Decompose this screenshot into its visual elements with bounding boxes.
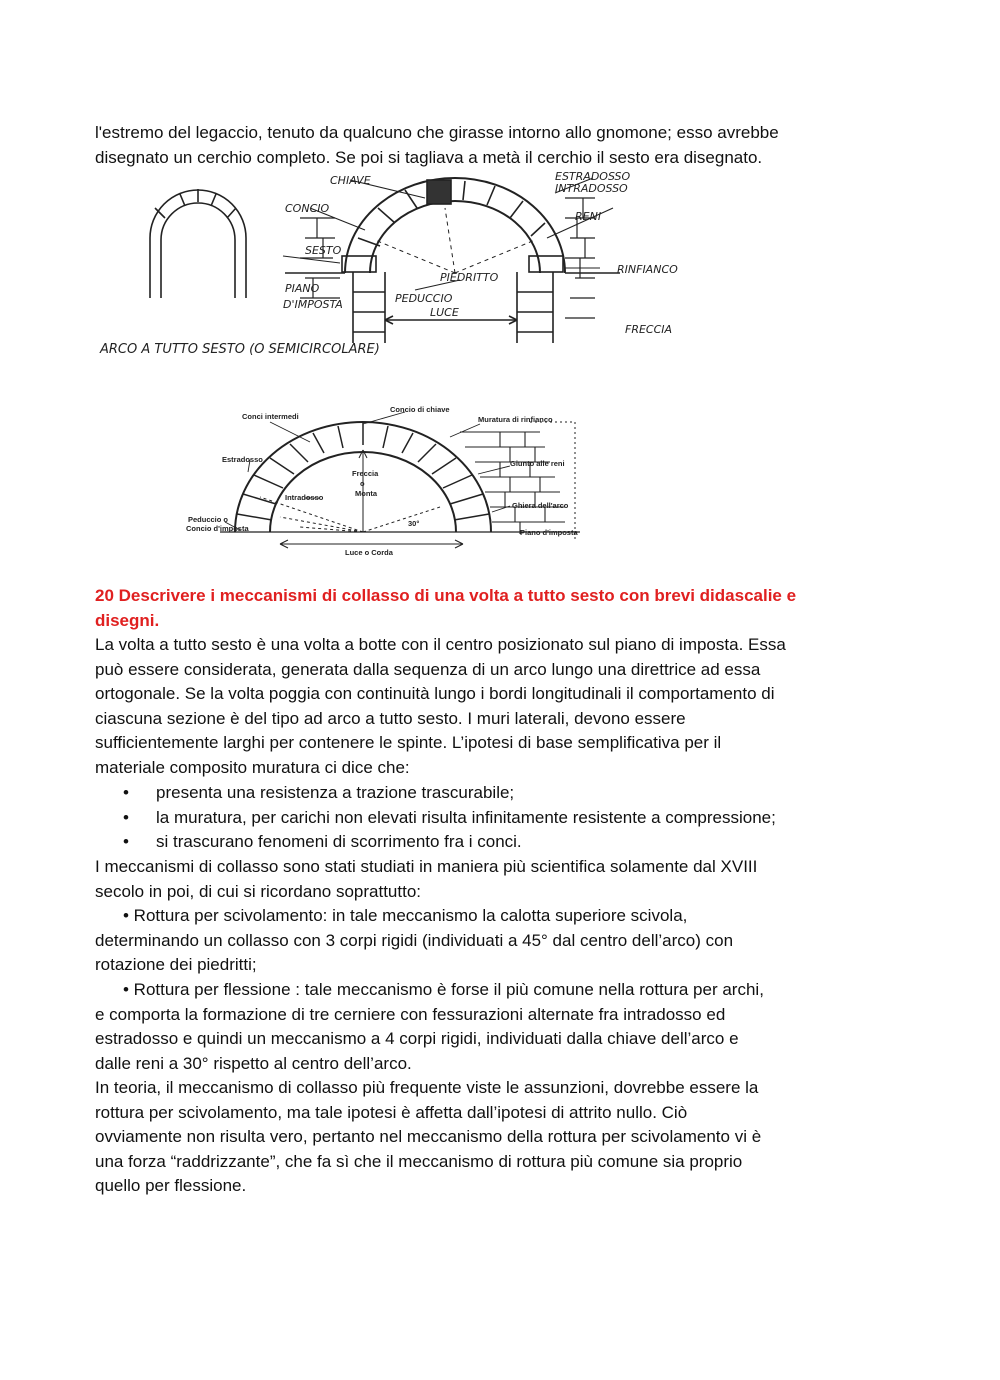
label-reni: RENI (575, 210, 602, 223)
label-luce: LUCE (430, 306, 459, 319)
text-line: e comporta la formazione di tre cerniere con fessurazioni alternate fra intradosso ed (95, 1004, 726, 1024)
text-line: • Rottura per scivolamento: in tale meccanismo la calotta superiore scivola, (123, 906, 688, 925)
label-piano: PIANO (285, 282, 320, 295)
label-estradosso: ESTRADOSSO (555, 170, 631, 183)
text-line: ortogonale. Se la volta poggia con continuità lungo i bordi longitudinali il comportamento di (95, 684, 775, 704)
section-heading (95, 584, 855, 633)
sketch-caption: ARCO A TUTTO SESTO (O SEMICIRCOLARE) (100, 342, 380, 357)
bullet-text: si trascurano fenomeni di scorrimento fra i conci. (156, 832, 522, 852)
text-line: sufficientemente larghi per contenere le spinte. L’ipotesi di base semplificativa per il (95, 733, 722, 753)
label-ghiera: Ghiera dell'arco (512, 501, 569, 510)
label-rinfianco: RINFIANCO (617, 263, 678, 276)
bullet-symbol: • (123, 807, 129, 827)
intro-paragraph (95, 121, 855, 170)
body-paragraph-2 (95, 855, 855, 904)
arch-technical-diagram (180, 402, 600, 562)
label-angle: 30° (408, 519, 420, 528)
bullet-symbol: • (123, 832, 129, 852)
text-line: determinando un collasso con 3 corpi rigidi (individuati a 45° dal centro dell’arco) con (95, 930, 734, 950)
label-freccia: Freccia (352, 469, 379, 478)
label-monta: Monta (355, 489, 378, 498)
label-freccia: FRECCIA (625, 323, 673, 336)
text-line: ciascuna sezione è del tipo ad arco a tutto sesto. I muri laterali, devono essere (95, 708, 686, 728)
label-muratura-rinfianco: Muratura di rinfianco (478, 415, 553, 424)
label-conci-intermedi: Conci intermedi (242, 412, 299, 421)
label-giunto: Giunto alle reni (510, 459, 565, 468)
bullet-symbol: • (123, 783, 129, 802)
text-line: rotazione dei piedritti; (95, 955, 257, 975)
text-line: una forza “raddrizzante”, che fa sì che il meccanismo di rottura più comune sia proprio (95, 1151, 743, 1171)
label-peduccio: Peduccio o (188, 515, 229, 524)
text-line: può essere considerata, generata dalla sequenza di un arco lungo una direttrice ad essa (95, 659, 761, 679)
label-concio-chiave: Concio di chiave (390, 405, 450, 414)
label-peduccio: PEDUCCIO (395, 292, 453, 305)
heading-line: 20 Descrivere i meccanismi di collasso di una volta a tutto sesto con brevi didascalie e (95, 586, 797, 605)
label-sesto: SESTO (305, 244, 342, 257)
bullet-text: presenta una resistenza a trazione trascurabile; (156, 783, 515, 802)
text-line: rottura per scivolamento, ma tale ipotesi è affetta dall’ipotesi di attrito nullo. Ciò (95, 1102, 688, 1122)
text-line: l'estremo del legaccio, tenuto da qualcuno che girasse intorno allo gnomone; esso avrebbe (95, 123, 779, 142)
label-chiave: CHIAVE (330, 174, 371, 187)
label-piedritto: PIEDRITTO (440, 271, 499, 284)
text-line: estradosso e quindi un meccanismo a 4 corpi rigidi, individuati dalla chiave dell’arco e (95, 1029, 739, 1049)
text-line: disegnato un cerchio completo. Se poi si tagliava a metà il cerchio il sesto era disegnato. (95, 147, 763, 167)
label-concio-imposta: Concio d'imposta (186, 524, 249, 533)
text-line: secolo in poi, di cui si ricordano soprattutto: (95, 881, 422, 901)
text-line: La volta a tutto sesto è una volta a botte con il centro posizionato sul piano di imposta. Essa (95, 635, 786, 654)
arch-sketch-figure (95, 168, 695, 368)
label-imposta: D'IMPOSTA (283, 298, 343, 311)
mechanism-item-1 (95, 904, 855, 978)
text-line: In teoria, il meccanismo di collasso più frequente viste le assunzioni, dovrebbe essere la (95, 1078, 759, 1097)
body-paragraph-3 (95, 1076, 855, 1199)
label-piano-imposta: Piano d'imposta (520, 528, 578, 537)
heading-line: disegni. (95, 610, 160, 630)
body-paragraph-1 (95, 633, 855, 781)
label-o: o (360, 479, 365, 488)
bullet-text: la muratura, per carichi non elevati risulta infinitamente resistente a compressione; (156, 807, 776, 827)
mechanism-item-2 (95, 978, 855, 1076)
label-intradosso: Intradosso (285, 493, 324, 502)
text-line: dalle reni a 30° rispetto al centro dell’arco. (95, 1053, 412, 1073)
text-line: • Rottura per flessione : tale meccanismo è forse il più comune nella rottura per archi, (123, 980, 764, 999)
label-luce-corda: Luce o Corda (345, 548, 393, 557)
text-line: materiale composito muratura ci dice che: (95, 757, 410, 777)
text-line: quello per flessione. (95, 1176, 247, 1196)
label-estradosso: Estradosso (222, 455, 263, 464)
label-concio: CONCIO (285, 202, 330, 215)
label-intradosso: INTRADOSSO (555, 182, 628, 195)
text-line: ovviamente non risulta vero, pertanto nel meccanismo della rottura per scivolamento vi è (95, 1127, 762, 1147)
text-line: I meccanismi di collasso sono stati studiati in maniera più scientifica solamente dal XVIII (95, 857, 758, 876)
